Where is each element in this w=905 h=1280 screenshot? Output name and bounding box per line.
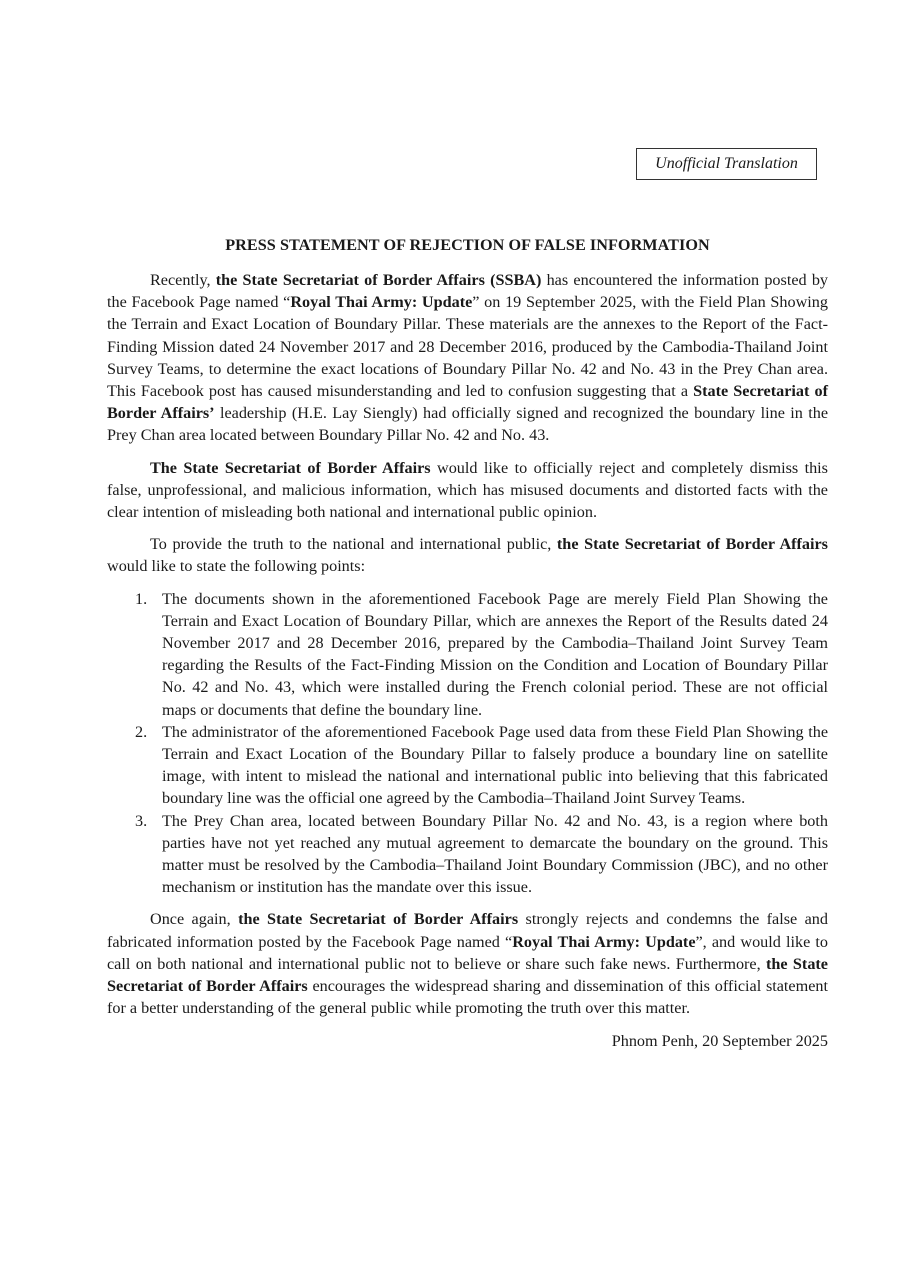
list-item-number: 1. bbox=[135, 589, 148, 608]
unofficial-translation-label bbox=[636, 148, 817, 180]
p1-bold-2: Royal Thai Army: Update bbox=[290, 293, 473, 312]
p1-bold-3: State Secretariat of Border Affairs’ bbox=[107, 382, 828, 423]
list-item-number: 3. bbox=[135, 811, 148, 830]
document-body bbox=[107, 269, 828, 1052]
list-item-number: 2. bbox=[135, 722, 148, 741]
paragraph-3 bbox=[107, 533, 828, 577]
points-list bbox=[107, 588, 828, 899]
p1-text-3: ” on 19 September 2025, with the Field Plan Showing the Terrain and Exact Location of Boundary Pillar. These materials are the annexes to the Report of the Fact-Finding Mission dated 24 November 2017 and 28 December 2016, produced by the Cambodia-Thailand Joint Survey Teams, to determine the exact locations of Boundary Pillar No. 42 and No. 43 in the Prey Chan area. This Facebook post has caused misunderstanding and led to confusion suggesting that a bbox=[107, 293, 828, 401]
p3-bold-1: the State Secretariat of Border Affairs bbox=[556, 535, 828, 554]
p4-text-4: encourages the widespread sharing and dissemination of this official statement for a better understanding of the general public while promoting the truth over this matter. bbox=[107, 977, 828, 1018]
p4-text-2: strongly rejects and condemns the false and fabricated information posted by the Facebook Page named “ bbox=[107, 910, 828, 951]
paragraph-4 bbox=[107, 908, 828, 1019]
p4-text-1: Once again, bbox=[150, 910, 239, 929]
list-item bbox=[107, 810, 828, 899]
p4-bold-3: the State Secretariat of Border Affairs bbox=[107, 954, 828, 996]
document-title: PRESS STATEMENT OF REJECTION OF FALSE INFORMATION bbox=[225, 236, 710, 254]
list-item bbox=[107, 721, 828, 810]
p4-bold-1: the State Secretariat of Border Affairs bbox=[238, 910, 519, 929]
p2-text-1: would like to officially reject and completely dismiss this false, unprofessional, and malicious information, which has misused documents and distorted facts with the clear intention of misleading both national and international public opinion. bbox=[107, 458, 828, 522]
p4-bold-2: Royal Thai Army: Update bbox=[512, 932, 696, 951]
p4-text-3: ”, and would like to call on both national and international public not to believe or share such fake news. Furthermore, bbox=[107, 932, 828, 973]
p1-text-1: Recently, bbox=[150, 271, 216, 289]
list-item-text: The documents shown in the aforementioned Facebook Page are merely Field Plan Showing the Terrain and Exact Location of Boundary Pillar, which are annexes the Report of the Results dated 24 November 2017 and 28 December 2016, prepared by the Cambodia–Thailand Joint Survey Team regarding the Results of the Fact-Finding Mission on the Condition and Location of Boundary Pillar No. 42 and No. 43, which were installed during the French colonial period. These are not official maps or documents that define the boundary line. bbox=[162, 589, 828, 719]
p3-text-2: would like to state the following points: bbox=[107, 557, 366, 576]
paragraph-2 bbox=[107, 457, 828, 524]
list-item-text: The administrator of the aforementioned Facebook Page used data from these Field Plan Showing the Terrain and Exact Location of the Boundary Pillar to falsely produce a boundary line on satellite image, with intent to mislead the national and international public into believing that this fabricated boundary line was the official one agreed by the Cambodia–Thailand Joint Survey Teams. bbox=[162, 722, 828, 808]
p1-text-2: has encountered the information posted by the Facebook Page named “ bbox=[107, 271, 829, 312]
unofficial-translation-text: Unofficial Translation bbox=[655, 155, 798, 172]
paragraph-1 bbox=[107, 269, 828, 447]
p1-bold-1: the State Secretariat of Border Affairs (SSBA) bbox=[215, 271, 542, 289]
list-item bbox=[107, 588, 828, 721]
p3-text-1: To provide the truth to the national and international public, bbox=[150, 535, 557, 554]
p2-bold-1: The State Secretariat of Border Affairs bbox=[150, 458, 431, 477]
place-and-date: Phnom Penh, 20 September 2025 bbox=[611, 1031, 828, 1050]
list-item-text: The Prey Chan area, located between Boundary Pillar No. 42 and No. 43, is a region where both parties have not yet reached any mutual agreement to demarcate the boundary on the ground. This matter must be resolved by the Cambodia–Thailand Joint Boundary Commission (JBC), and no other mechanism or institution has the mandate over this issue. bbox=[162, 811, 828, 897]
p1-text-4: leadership (H.E. Lay Siengly) had officially signed and recognized the boundary line in the Prey Chan area located between Boundary Pillar No. 42 and No. 43. bbox=[107, 404, 829, 445]
